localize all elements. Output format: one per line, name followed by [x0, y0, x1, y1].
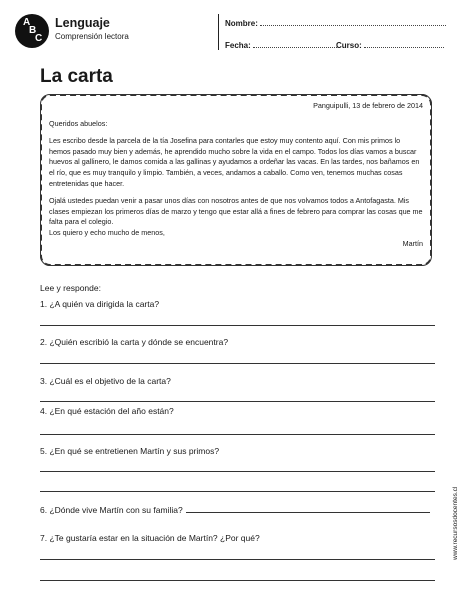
letter-paragraph-1: Les escribo desde la parcela de la tía Josefina para contarles que estoy muy contento aquí. Con mis primos lo hemos pasado muy bien y además, he aprendido mucho sobre la vida en el campo. Todos los días vamos a buscar huevos al gallinero, le damos comida a las gallinas y ayudamos a ordeñar las vacas. En las tardes, nos bañamos en el río, que es muy tranquilo y limpio. También, a veces, andamos a caballo. Como ven, tenemos muchas cosas entretenidas que hacer.	[49, 136, 420, 188]
course-blank[interactable]	[364, 40, 444, 48]
course-field[interactable]	[336, 40, 444, 50]
question-6-row	[40, 505, 430, 515]
answer-line-2[interactable]	[40, 363, 435, 364]
question-5: 5. ¿En qué se entretienen Martín y sus primos?	[40, 446, 220, 456]
answer-line-5a[interactable]	[40, 471, 435, 472]
question-1: 1. ¿A quién va dirigida la carta?	[40, 299, 160, 309]
letter-signature: Martín	[402, 238, 423, 248]
subject-title: Lenguaje	[55, 16, 110, 30]
answer-line-1[interactable]	[40, 325, 435, 326]
letter-greeting: Queridos abuelos:	[49, 118, 108, 128]
letter-paragraph-2: Ojalá ustedes puedan venir a pasar unos días con nosotros antes de que nos volvamos todos a Antofagasta. Mis clases empiezan los primeros días de marzo y tengo que estar allá a fines de febrero para comprar las cosas que me falta para el colegio.	[49, 196, 423, 227]
date-blank[interactable]	[253, 40, 337, 48]
letter-place-date: Panguipulli, 13 de febrero de 2014	[313, 101, 423, 110]
question-6: 6. ¿Dónde vive Martín con su familia?	[40, 505, 183, 515]
website-footer: www.recursosdocentes.cl	[452, 486, 459, 560]
subject-subtitle: Comprensión lectora	[55, 32, 129, 41]
question-7: 7. ¿Te gustaría estar en la situación de Martín? ¿Por qué?	[40, 533, 260, 543]
answer-line-3[interactable]	[40, 401, 435, 402]
name-field[interactable]	[225, 18, 446, 28]
letter-closing: Los quiero y echo mucho de menos,	[49, 227, 165, 237]
logo-letter-b: B	[29, 25, 37, 36]
letter-box	[40, 94, 432, 266]
abc-logo	[15, 14, 49, 48]
question-3: 3. ¿Cuál es el objetivo de la carta?	[40, 376, 171, 386]
answer-line-4[interactable]	[40, 434, 435, 435]
course-label: Curso:	[336, 41, 362, 50]
logo-letter-a: A	[23, 17, 31, 28]
date-label: Fecha:	[225, 41, 251, 50]
answer-line-7b[interactable]	[40, 580, 435, 581]
date-field[interactable]	[225, 40, 337, 50]
header-divider	[218, 14, 219, 50]
question-2: 2. ¿Quién escribió la carta y dónde se encuentra?	[40, 337, 229, 347]
instruction: Lee y responde:	[40, 283, 101, 293]
question-4: 4. ¿En qué estación del año están?	[40, 406, 174, 416]
answer-line-7a[interactable]	[40, 559, 435, 560]
page-title: La carta	[40, 66, 113, 87]
name-label: Nombre:	[225, 19, 258, 28]
answer-line-6[interactable]	[186, 512, 430, 513]
name-blank[interactable]	[260, 18, 446, 26]
answer-line-5b[interactable]	[40, 491, 435, 492]
logo-letter-c: C	[35, 33, 43, 44]
